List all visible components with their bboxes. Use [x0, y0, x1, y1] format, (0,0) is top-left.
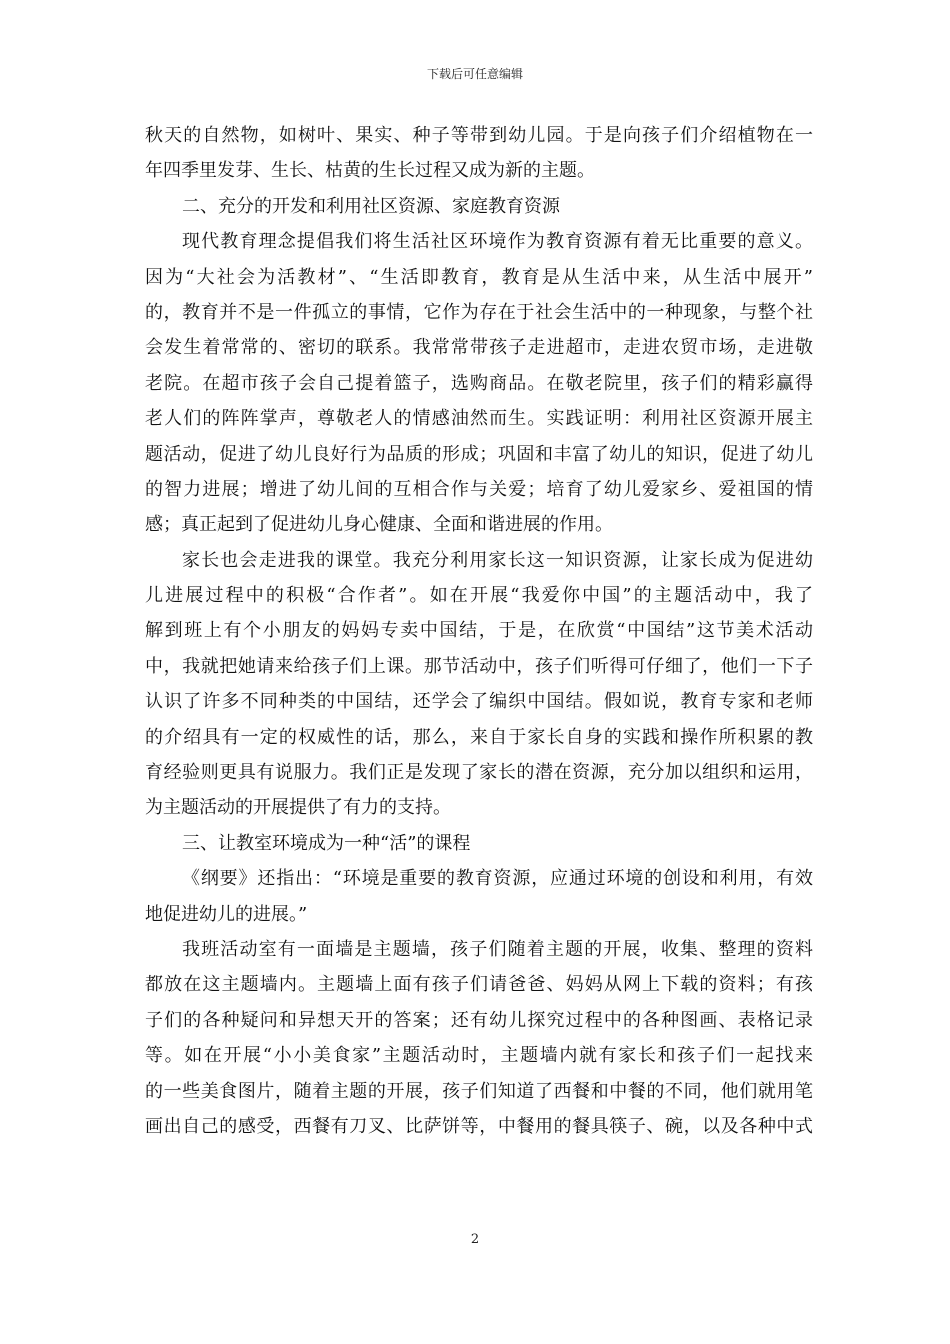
text-line: 认识了许多不同种类的中国结，还学会了编织中国结。假如说，教育专家和老师: [145, 691, 813, 713]
page-header: 下载后可任意编辑: [426, 67, 523, 81]
text-line: 老院。在超市孩子会自己提着篮子，选购商品。在敬老院里，孩子们的精彩赢得: [145, 372, 813, 394]
text-line: 地促进幼儿的进展。”: [145, 903, 308, 925]
text-line: 都放在这主题墙内。主题墙上面有孩子们请爸爸、妈妈从网上下载的资料；有孩: [145, 974, 813, 996]
text-line: 年四季里发芽、生长、枯黄的生长过程又成为新的主题。: [145, 160, 595, 182]
section-heading: 三、让教室环境成为一种“活”的课程: [182, 832, 471, 854]
text-line: 现代教育理念提倡我们将生活社区环境作为教育资源有着无比重要的意义。: [182, 231, 813, 253]
text-line: 因为“大社会为活教材”、“生活即教育，教育是从生活中来，从生活中展开”: [145, 266, 813, 288]
text-line: 我班活动室有一面墙是主题墙，孩子们随着主题的开展，收集、整理的资料: [182, 938, 813, 960]
text-line: 题活动，促进了幼儿良好行为品质的形成；巩固和丰富了幼儿的知识，促进了幼儿: [145, 443, 813, 465]
page-number: 2: [470, 1232, 480, 1247]
text-line: 画出自己的感受，西餐有刀叉、比萨饼等，中餐用的餐具筷子、碗，以及各种中式: [145, 1115, 813, 1137]
text-line: 会发生着常常的、密切的联系。我常常带孩子走进超市，走进农贸市场，走进敬: [145, 337, 813, 359]
text-line: 老人们的阵阵掌声，尊敬老人的情感油然而生。实践证明：利用社区资源开展主: [145, 408, 813, 430]
text-line: 的智力进展；增进了幼儿间的互相合作与关爱；培育了幼儿爱家乡、爱祖国的情: [145, 478, 813, 500]
text-line: 解到班上有个小朋友的妈妈专卖中国结，于是，在欣赏“中国结”这节美术活动: [145, 620, 813, 642]
text-line: 家长也会走进我的课堂。我充分利用家长这一知识资源，让家长成为促进幼: [182, 549, 813, 571]
text-line: 《纲要》还指出：“环境是重要的教育资源，应通过环境的创设和利用，有效: [182, 868, 813, 890]
text-line: 育经验则更具有说服力。我们正是发现了家长的潜在资源，充分加以组织和运用，: [145, 762, 813, 784]
text-line: 儿进展过程中的积极“合作者”。如在开展“我爱你中国”的主题活动中，我了: [145, 585, 813, 607]
document-body: [145, 118, 813, 1144]
text-line: 等。如在开展“小小美食家”主题活动时，主题墙内就有家长和孩子们一起找来: [145, 1045, 813, 1067]
text-line: 秋天的自然物，如树叶、果实、种子等带到幼儿园。于是向孩子们介绍植物在一: [145, 125, 813, 146]
section-heading: 二、充分的开发和利用社区资源、家庭教育资源: [182, 195, 560, 217]
text-line: 的介绍具有一定的权威性的话，那么，来自于家长自身的实践和操作所积累的教: [145, 726, 813, 748]
text-line: 的，教育并不是一件孤立的事情，它作为存在于社会生活中的一种现象，与整个社: [145, 301, 813, 323]
text-line: 中，我就把她请来给孩子们上课。那节活动中，孩子们听得可仔细了，他们一下子: [145, 655, 813, 677]
text-line: 子们的各种疑问和异想天开的答案；还有幼儿探究过程中的各种图画、表格记录: [145, 1009, 813, 1031]
text-line: 感；真正起到了促进幼儿身心健康、全面和谐进展的作用。: [145, 514, 613, 536]
text-line: 为主题活动的开展提供了有力的支持。: [145, 797, 451, 819]
text-line: 的一些美食图片，随着主题的开展，孩子们知道了西餐和中餐的不同，他们就用笔: [145, 1080, 813, 1102]
